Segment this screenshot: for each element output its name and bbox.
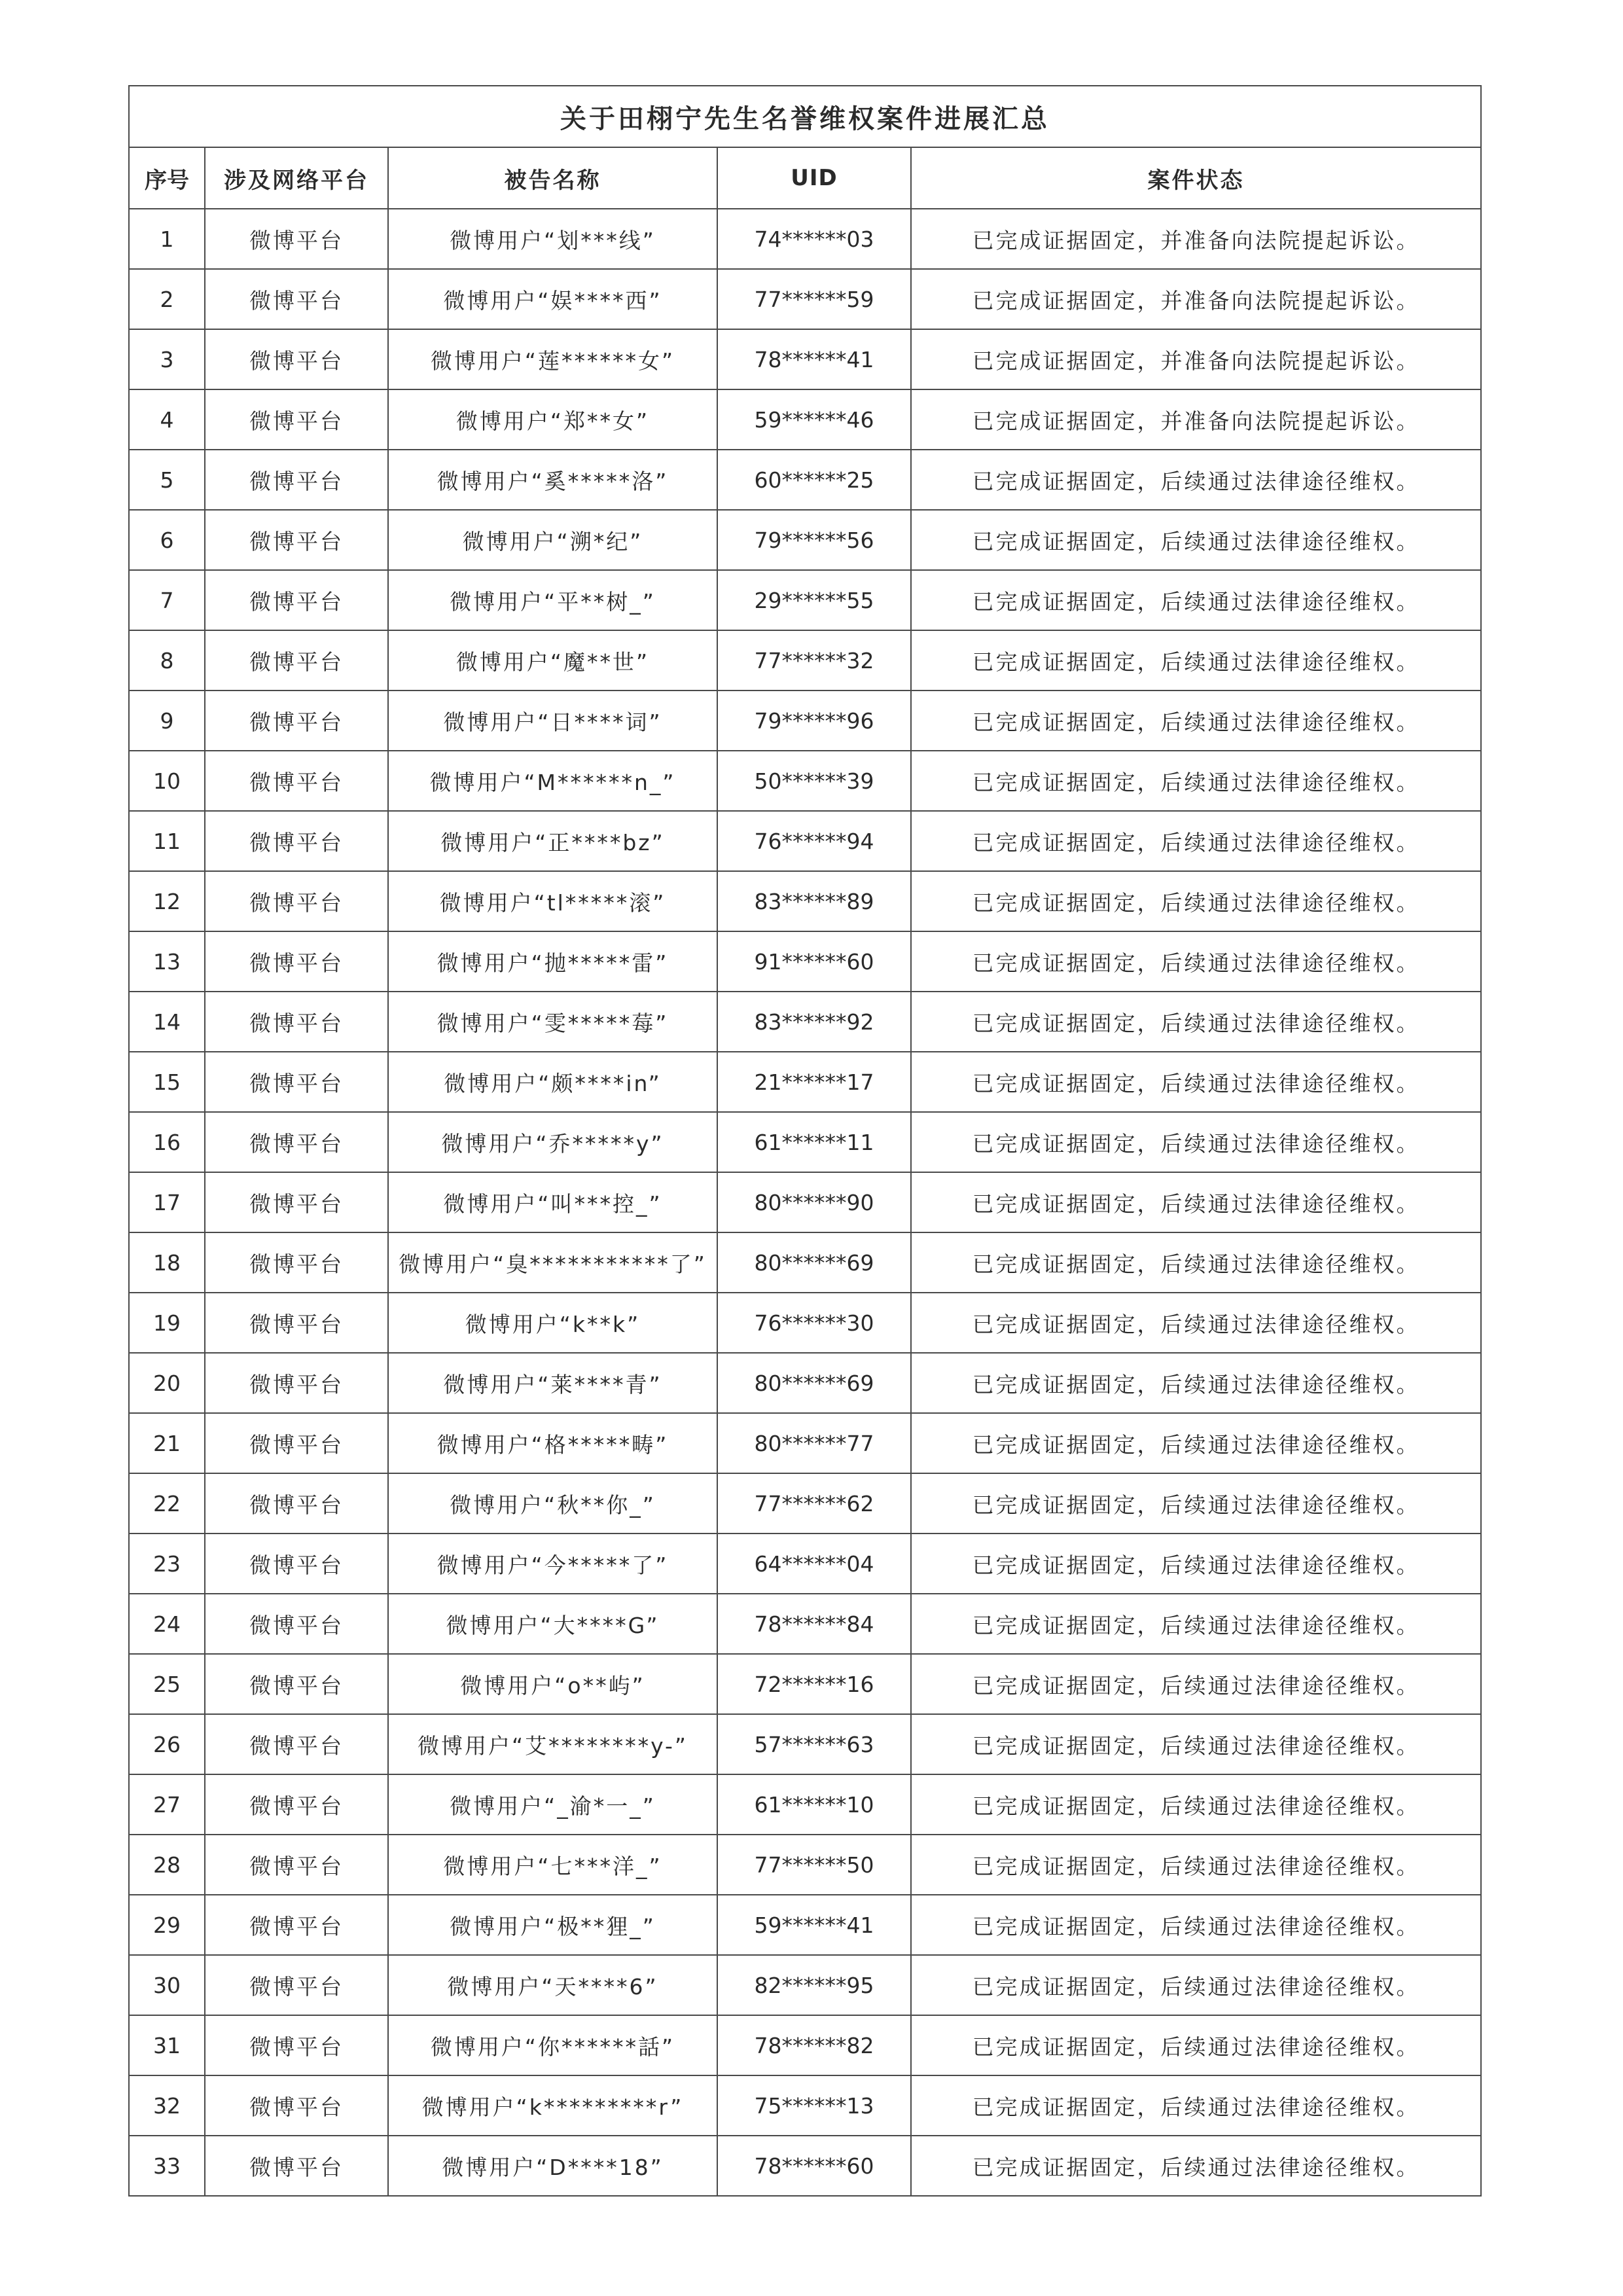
row-no-cell: 9 xyxy=(129,691,205,751)
uid-cell: 77******50 xyxy=(717,1835,911,1895)
status-cell: 已完成证据固定，后续通过法律途径维权。 xyxy=(911,931,1481,992)
table-row xyxy=(129,510,1481,570)
status-cell: 已完成证据固定，后续通过法律途径维权。 xyxy=(911,1955,1481,2015)
platform-cell: 微博平台 xyxy=(205,1955,388,2015)
status-cell: 已完成证据固定，后续通过法律途径维权。 xyxy=(911,1052,1481,1112)
header-cell-defendant: 被告名称 xyxy=(388,147,717,209)
status-cell: 已完成证据固定，后续通过法律途径维权。 xyxy=(911,2075,1481,2136)
status-cell: 已完成证据固定，后续通过法律途径维权。 xyxy=(911,992,1481,1052)
platform-cell: 微博平台 xyxy=(205,1413,388,1473)
platform-cell: 微博平台 xyxy=(205,389,388,450)
defendant-cell: 微博用户“M******n_” xyxy=(388,751,717,811)
defendant-cell: 微博用户“艾********y-” xyxy=(388,1714,717,1774)
defendant-cell: 微博用户“颇****in” xyxy=(388,1052,717,1112)
status-cell: 已完成证据固定，后续通过法律途径维权。 xyxy=(911,450,1481,510)
row-no-cell: 13 xyxy=(129,931,205,992)
table-row xyxy=(129,1052,1481,1112)
uid-cell: 50******39 xyxy=(717,751,911,811)
table-row xyxy=(129,2136,1481,2196)
status-cell: 已完成证据固定，后续通过法律途径维权。 xyxy=(911,1413,1481,1473)
case-progress-table xyxy=(128,85,1482,2197)
defendant-cell: 微博用户“天****6” xyxy=(388,1955,717,2015)
row-no-cell: 33 xyxy=(129,2136,205,2196)
row-no-cell: 22 xyxy=(129,1473,205,1534)
platform-cell: 微博平台 xyxy=(205,269,388,329)
table-row xyxy=(129,329,1481,389)
row-no-cell: 25 xyxy=(129,1654,205,1714)
uid-cell: 82******95 xyxy=(717,1955,911,2015)
status-cell: 已完成证据固定，后续通过法律途径维权。 xyxy=(911,811,1481,871)
uid-cell: 59******46 xyxy=(717,389,911,450)
defendant-cell: 微博用户“雯*****莓” xyxy=(388,992,717,1052)
platform-cell: 微博平台 xyxy=(205,2015,388,2075)
status-cell: 已完成证据固定，并准备向法院提起诉讼。 xyxy=(911,209,1481,269)
uid-cell: 60******25 xyxy=(717,450,911,510)
platform-cell: 微博平台 xyxy=(205,1594,388,1654)
defendant-cell: 微博用户“k*********r” xyxy=(388,2075,717,2136)
platform-cell: 微博平台 xyxy=(205,871,388,931)
platform-cell: 微博平台 xyxy=(205,209,388,269)
row-no-cell: 31 xyxy=(129,2015,205,2075)
platform-cell: 微博平台 xyxy=(205,1895,388,1955)
uid-cell: 64******04 xyxy=(717,1534,911,1594)
table-row xyxy=(129,751,1481,811)
status-cell: 已完成证据固定，后续通过法律途径维权。 xyxy=(911,1172,1481,1232)
status-cell: 已完成证据固定，后续通过法律途径维权。 xyxy=(911,630,1481,691)
row-no-cell: 27 xyxy=(129,1774,205,1835)
defendant-cell: 微博用户“七***洋_” xyxy=(388,1835,717,1895)
platform-cell: 微博平台 xyxy=(205,1774,388,1835)
table-row xyxy=(129,1895,1481,1955)
platform-cell: 微博平台 xyxy=(205,1534,388,1594)
uid-cell: 78******84 xyxy=(717,1594,911,1654)
header-row xyxy=(129,147,1481,209)
uid-cell: 91******60 xyxy=(717,931,911,992)
row-no-cell: 6 xyxy=(129,510,205,570)
row-no-cell: 16 xyxy=(129,1112,205,1172)
platform-cell: 微博平台 xyxy=(205,1835,388,1895)
defendant-cell: 微博用户“魔**世” xyxy=(388,630,717,691)
table-row xyxy=(129,1473,1481,1534)
table-row xyxy=(129,1534,1481,1594)
platform-cell: 微博平台 xyxy=(205,1293,388,1353)
defendant-cell: 微博用户“今*****了” xyxy=(388,1534,717,1594)
uid-cell: 83******92 xyxy=(717,992,911,1052)
platform-cell: 微博平台 xyxy=(205,1232,388,1293)
defendant-cell: 微博用户“_渝*一_” xyxy=(388,1774,717,1835)
header-cell-no: 序号 xyxy=(129,147,205,209)
defendant-cell: 微博用户“秋**你_” xyxy=(388,1473,717,1534)
table-row xyxy=(129,630,1481,691)
platform-cell: 微博平台 xyxy=(205,1172,388,1232)
platform-cell: 微博平台 xyxy=(205,510,388,570)
defendant-cell: 微博用户“k**k” xyxy=(388,1293,717,1353)
uid-cell: 76******94 xyxy=(717,811,911,871)
defendant-cell: 微博用户“莱****青” xyxy=(388,1353,717,1413)
row-no-cell: 8 xyxy=(129,630,205,691)
header-cell-platform: 涉及网络平台 xyxy=(205,147,388,209)
platform-cell: 微博平台 xyxy=(205,1473,388,1534)
table-row xyxy=(129,811,1481,871)
platform-cell: 微博平台 xyxy=(205,1654,388,1714)
row-no-cell: 5 xyxy=(129,450,205,510)
uid-cell: 78******41 xyxy=(717,329,911,389)
defendant-cell: 微博用户“抛*****雷” xyxy=(388,931,717,992)
uid-cell: 78******82 xyxy=(717,2015,911,2075)
status-cell: 已完成证据固定，后续通过法律途径维权。 xyxy=(911,1353,1481,1413)
status-cell: 已完成证据固定，后续通过法律途径维权。 xyxy=(911,1112,1481,1172)
status-cell: 已完成证据固定，后续通过法律途径维权。 xyxy=(911,1835,1481,1895)
defendant-cell: 微博用户“溯*纪” xyxy=(388,510,717,570)
row-no-cell: 3 xyxy=(129,329,205,389)
uid-cell: 21******17 xyxy=(717,1052,911,1112)
row-no-cell: 11 xyxy=(129,811,205,871)
table-row xyxy=(129,871,1481,931)
status-cell: 已完成证据固定，后续通过法律途径维权。 xyxy=(911,1654,1481,1714)
defendant-cell: 微博用户“乔*****y” xyxy=(388,1112,717,1172)
row-no-cell: 26 xyxy=(129,1714,205,1774)
defendant-cell: 微博用户“你******話” xyxy=(388,2015,717,2075)
platform-cell: 微博平台 xyxy=(205,1052,388,1112)
defendant-cell: 微博用户“极**狸_” xyxy=(388,1895,717,1955)
row-no-cell: 20 xyxy=(129,1353,205,1413)
uid-cell: 76******30 xyxy=(717,1293,911,1353)
defendant-cell: 微博用户“莲******女” xyxy=(388,329,717,389)
table-row xyxy=(129,1353,1481,1413)
platform-cell: 微博平台 xyxy=(205,329,388,389)
status-cell: 已完成证据固定，后续通过法律途径维权。 xyxy=(911,510,1481,570)
status-cell: 已完成证据固定，后续通过法律途径维权。 xyxy=(911,1473,1481,1534)
row-no-cell: 7 xyxy=(129,570,205,630)
uid-cell: 77******62 xyxy=(717,1473,911,1534)
uid-cell: 80******69 xyxy=(717,1232,911,1293)
row-no-cell: 28 xyxy=(129,1835,205,1895)
row-no-cell: 23 xyxy=(129,1534,205,1594)
defendant-cell: 微博用户“tl*****滚” xyxy=(388,871,717,931)
status-cell: 已完成证据固定，后续通过法律途径维权。 xyxy=(911,1714,1481,1774)
table-row xyxy=(129,1774,1481,1835)
status-cell: 已完成证据固定，并准备向法院提起诉讼。 xyxy=(911,269,1481,329)
uid-cell: 78******60 xyxy=(717,2136,911,2196)
table-row xyxy=(129,1955,1481,2015)
row-no-cell: 15 xyxy=(129,1052,205,1112)
status-cell: 已完成证据固定，后续通过法律途径维权。 xyxy=(911,1232,1481,1293)
uid-cell: 59******41 xyxy=(717,1895,911,1955)
defendant-cell: 微博用户“臭***********了” xyxy=(388,1232,717,1293)
status-cell: 已完成证据固定，后续通过法律途径维权。 xyxy=(911,1895,1481,1955)
table-row xyxy=(129,1835,1481,1895)
table-row xyxy=(129,209,1481,269)
platform-cell: 微博平台 xyxy=(205,1714,388,1774)
table-row xyxy=(129,691,1481,751)
row-no-cell: 14 xyxy=(129,992,205,1052)
platform-cell: 微博平台 xyxy=(205,811,388,871)
row-no-cell: 32 xyxy=(129,2075,205,2136)
table-row xyxy=(129,570,1481,630)
status-cell: 已完成证据固定，后续通过法律途径维权。 xyxy=(911,570,1481,630)
uid-cell: 72******16 xyxy=(717,1654,911,1714)
row-no-cell: 1 xyxy=(129,209,205,269)
row-no-cell: 10 xyxy=(129,751,205,811)
platform-cell: 微博平台 xyxy=(205,1353,388,1413)
table-row xyxy=(129,2015,1481,2075)
table-row xyxy=(129,992,1481,1052)
platform-cell: 微博平台 xyxy=(205,992,388,1052)
status-cell: 已完成证据固定，后续通过法律途径维权。 xyxy=(911,1534,1481,1594)
platform-cell: 微博平台 xyxy=(205,931,388,992)
defendant-cell: 微博用户“划***线” xyxy=(388,209,717,269)
platform-cell: 微博平台 xyxy=(205,2075,388,2136)
uid-cell: 61******10 xyxy=(717,1774,911,1835)
status-cell: 已完成证据固定，后续通过法律途径维权。 xyxy=(911,871,1481,931)
table-row xyxy=(129,1413,1481,1473)
uid-cell: 57******63 xyxy=(717,1714,911,1774)
row-no-cell: 17 xyxy=(129,1172,205,1232)
defendant-cell: 微博用户“日****词” xyxy=(388,691,717,751)
table-row xyxy=(129,931,1481,992)
uid-cell: 80******77 xyxy=(717,1413,911,1473)
header-cell-status: 案件状态 xyxy=(911,147,1481,209)
row-no-cell: 4 xyxy=(129,389,205,450)
defendant-cell: 微博用户“平**树_” xyxy=(388,570,717,630)
platform-cell: 微博平台 xyxy=(205,1112,388,1172)
platform-cell: 微博平台 xyxy=(205,450,388,510)
defendant-cell: 微博用户“格*****畴” xyxy=(388,1413,717,1473)
row-no-cell: 18 xyxy=(129,1232,205,1293)
row-no-cell: 19 xyxy=(129,1293,205,1353)
header-cell-uid: UID xyxy=(717,147,911,209)
status-cell: 已完成证据固定，并准备向法院提起诉讼。 xyxy=(911,389,1481,450)
table-row xyxy=(129,1293,1481,1353)
defendant-cell: 微博用户“大****G” xyxy=(388,1594,717,1654)
defendant-cell: 微博用户“娱****西” xyxy=(388,269,717,329)
uid-cell: 29******55 xyxy=(717,570,911,630)
uid-cell: 83******89 xyxy=(717,871,911,931)
defendant-cell: 微博用户“叫***控_” xyxy=(388,1172,717,1232)
platform-cell: 微博平台 xyxy=(205,630,388,691)
status-cell: 已完成证据固定，后续通过法律途径维权。 xyxy=(911,2136,1481,2196)
row-no-cell: 29 xyxy=(129,1895,205,1955)
uid-cell: 80******90 xyxy=(717,1172,911,1232)
table-row xyxy=(129,1172,1481,1232)
table-row xyxy=(129,1112,1481,1172)
table-row xyxy=(129,1594,1481,1654)
uid-cell: 77******59 xyxy=(717,269,911,329)
row-no-cell: 12 xyxy=(129,871,205,931)
row-no-cell: 2 xyxy=(129,269,205,329)
platform-cell: 微博平台 xyxy=(205,691,388,751)
table-row xyxy=(129,1654,1481,1714)
table-row xyxy=(129,2075,1481,2136)
uid-cell: 75******13 xyxy=(717,2075,911,2136)
status-cell: 已完成证据固定，后续通过法律途径维权。 xyxy=(911,2015,1481,2075)
status-cell: 已完成证据固定，后续通过法律途径维权。 xyxy=(911,691,1481,751)
uid-cell: 80******69 xyxy=(717,1353,911,1413)
row-no-cell: 30 xyxy=(129,1955,205,2015)
platform-cell: 微博平台 xyxy=(205,2136,388,2196)
defendant-cell: 微博用户“奚*****洛” xyxy=(388,450,717,510)
status-cell: 已完成证据固定，并准备向法院提起诉讼。 xyxy=(911,329,1481,389)
table-row xyxy=(129,389,1481,450)
status-cell: 已完成证据固定，后续通过法律途径维权。 xyxy=(911,751,1481,811)
table-title: 关于田栩宁先生名誉维权案件进展汇总 xyxy=(129,86,1481,147)
defendant-cell: 微博用户“郑**女” xyxy=(388,389,717,450)
uid-cell: 77******32 xyxy=(717,630,911,691)
status-cell: 已完成证据固定，后续通过法律途径维权。 xyxy=(911,1293,1481,1353)
status-cell: 已完成证据固定，后续通过法律途径维权。 xyxy=(911,1774,1481,1835)
uid-cell: 61******11 xyxy=(717,1112,911,1172)
uid-cell: 79******56 xyxy=(717,510,911,570)
row-no-cell: 24 xyxy=(129,1594,205,1654)
title-row xyxy=(129,86,1481,147)
defendant-cell: 微博用户“o**屿” xyxy=(388,1654,717,1714)
platform-cell: 微博平台 xyxy=(205,570,388,630)
table-row xyxy=(129,1232,1481,1293)
defendant-cell: 微博用户“正****bz” xyxy=(388,811,717,871)
uid-cell: 74******03 xyxy=(717,209,911,269)
table-row xyxy=(129,269,1481,329)
uid-cell: 79******96 xyxy=(717,691,911,751)
table-row xyxy=(129,1714,1481,1774)
status-cell: 已完成证据固定，后续通过法律途径维权。 xyxy=(911,1594,1481,1654)
row-no-cell: 21 xyxy=(129,1413,205,1473)
platform-cell: 微博平台 xyxy=(205,751,388,811)
defendant-cell: 微博用户“D****18” xyxy=(388,2136,717,2196)
table-row xyxy=(129,450,1481,510)
